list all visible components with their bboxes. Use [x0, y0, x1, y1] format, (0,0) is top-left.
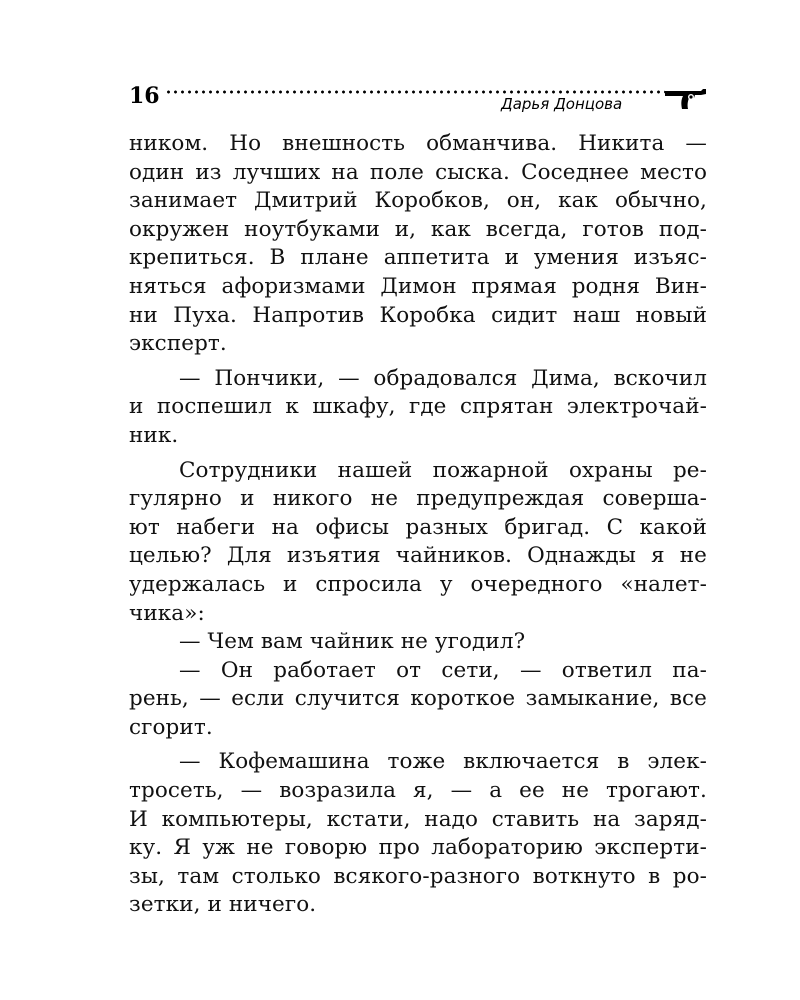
text-line: зетки, и ничего.	[129, 892, 317, 918]
text-line: ют набеги на офисы разных бригад. С какой	[129, 514, 707, 540]
text-line: окружен ноутбуками и, как всегда, готов под-	[129, 216, 707, 242]
text-line: занимает Дмитрий Коробков, он, как обычно,	[129, 188, 707, 214]
text-line: И компьютеры, кстати, надо ставить на заряд-	[129, 806, 707, 832]
text-line: няться афоризмами Димон прямая родня Вин-	[129, 273, 707, 299]
pistol-icon	[661, 82, 711, 112]
text-line: целью? Для изъятия чайников. Однажды я не	[129, 543, 707, 569]
text-line: ник.	[129, 422, 179, 448]
text-line: крепиться. В плане аппетита и умения изъяс-	[129, 245, 707, 271]
body-text	[129, 130, 707, 920]
text-line: один из лучших на поле сыска. Соседнее место	[129, 159, 707, 185]
text-line: гулярно и никого не предупреждая соверша-	[129, 486, 707, 512]
text-line: — Кофемашина тоже включается в элек-	[179, 749, 707, 775]
dotted-rule	[165, 90, 665, 94]
text-line: ником. Но внешность обманчива. Никита —	[129, 131, 707, 156]
text-line: чика»:	[129, 600, 205, 626]
page-number: 16	[129, 83, 160, 109]
text-line: ку. Я уж не говорю про лабораторию эксперти-	[129, 835, 707, 861]
text-line: зы, там столько всякого-разного воткнуто в ро-	[129, 863, 707, 889]
text-line: эксперт.	[129, 331, 227, 357]
text-line: тросеть, — возразила я, — а ее не трогают.	[129, 778, 707, 804]
text-line: ни Пуха. Напротив Коробка сидит наш новый	[129, 302, 707, 328]
text-line: и поспешил к шкафу, где спрятан электрочай-	[129, 394, 707, 420]
running-header	[129, 78, 709, 118]
author-name: Дарья Донцова	[501, 95, 623, 113]
text-line: — Он работает от сети, — ответил па-	[179, 657, 707, 683]
text-line: Сотрудники нашей пожарной охраны ре-	[179, 457, 707, 483]
text-line: — Чем вам чайник не угодил?	[179, 629, 526, 655]
text-line: удержалась и спросила у очередного «налет-	[129, 571, 707, 597]
text-line: рень, — если случится короткое замыкание, все	[129, 686, 707, 712]
text-line: — Пончики, — обрадовался Дима, вскочил	[179, 365, 707, 391]
text-line: сгорит.	[129, 714, 213, 740]
